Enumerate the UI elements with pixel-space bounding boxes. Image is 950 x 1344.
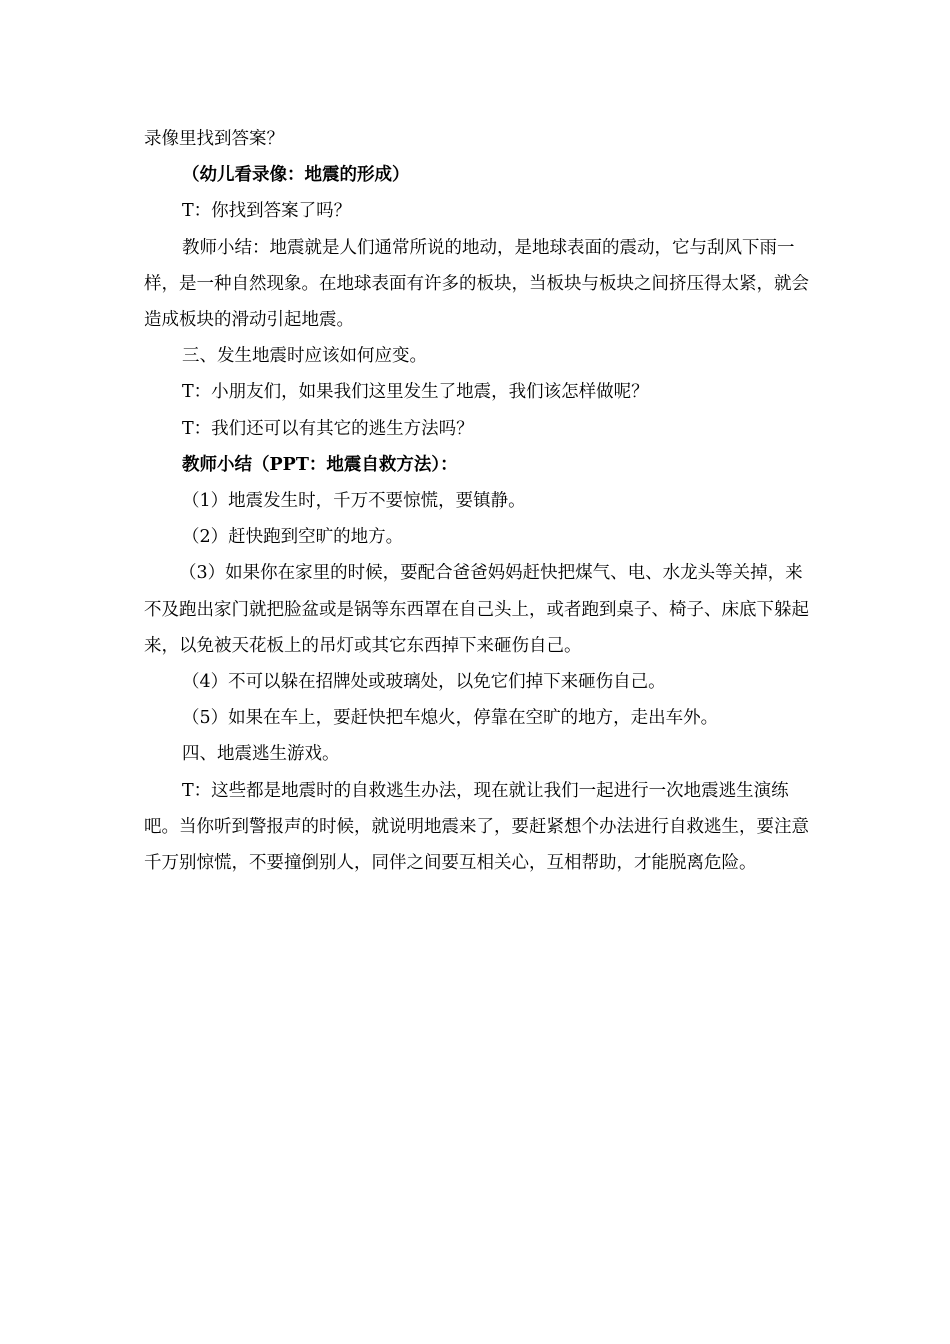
document-body — [144, 121, 809, 881]
paragraph-question: T：你找到答案了吗？ — [182, 201, 352, 222]
section-heading-4: 四、地震逃生游戏。 — [182, 744, 340, 765]
list-item: （1）地震发生时，千万不要惊慌，要镇静。 — [182, 491, 526, 512]
list-item: （5）如果在车上，要赶快把车熄火，停靠在空旷的地方，走出车外。 — [182, 708, 719, 729]
paragraph-continuation: 录像里找到答案？ — [144, 129, 284, 149]
paragraph-teacher-summary: 教师小结：地震就是人们通常所说的地动，是地球表面的震动，它与刮风下雨一样，是一种自然现象。在地球表面有许多的板块，当板块与板块之间挤压得太紧，就会造成板块的滑动引起地震。 — [144, 237, 809, 331]
paragraph-question: T：我们还可以有其它的逃生方法吗？ — [182, 418, 474, 439]
list-item: （3）如果你在家里的时候，要配合爸爸妈妈赶快把煤气、电、水龙头等关掉，来不及跑出家门就把脸盆或是锅等东西罩在自己头上，或者跑到桌子、椅子、床底下躲起来，以免被天花板上的吊灯或其它东西掉下来砸伤自己。 — [144, 563, 809, 656]
paragraph-question: T：小朋友们，如果我们这里发生了地震，我们该怎样做呢？ — [182, 382, 649, 403]
list-item: （4）不可以躲在招牌处或玻璃处，以免它们掉下来砸伤自己。 — [182, 672, 666, 693]
section-heading-3: 三、发生地震时应该如何应变。 — [182, 346, 427, 367]
paragraph-game-instructions: T：这些都是地震时的自救逃生办法，现在就让我们一起进行一次地震逃生演练吧。当你听到警报声的时候，就说明地震来了，要赶紧想个办法进行自救逃生，要注意千万别惊慌，不要撞倒别人，同伴之间要互相关心，互相帮助，才能脱离危险。 — [144, 780, 809, 874]
paragraph-video-note: （幼儿看录像：地震的形成） — [182, 165, 410, 186]
paragraph-summary-heading: 教师小结（PPT：地震自救方法）： — [182, 454, 458, 475]
list-item: （2）赶快跑到空旷的地方。 — [182, 527, 404, 548]
